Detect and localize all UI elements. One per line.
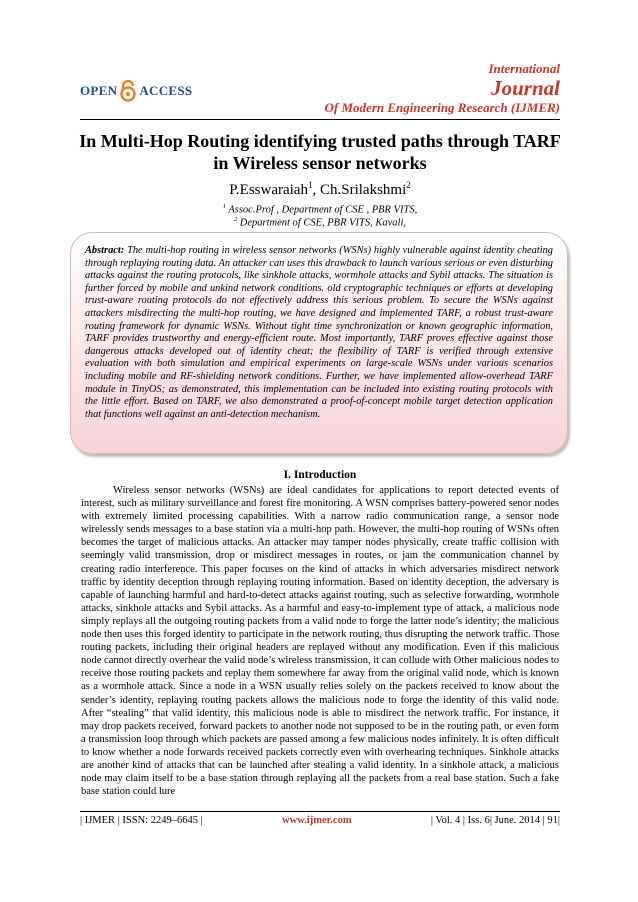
paper-title: In Multi-Hop Routing identifying trusted paths through TARF in Wireless sensor networks: [79, 131, 561, 173]
affiliation-1-text: Assoc.Prof , Department of CSE , PBR VITS,: [228, 204, 418, 216]
author-1-sup: 1: [307, 180, 313, 190]
affiliation-2-sup: 2: [233, 216, 238, 223]
affiliation-2-text: Department of CSE, PBR VITS, Kavali,: [239, 217, 406, 229]
footer-volume-page: | Vol. 4 | Iss. 6| June. 2014 | 91|: [430, 815, 560, 826]
introduction-body: Wireless sensor networks (WSNs) are ideal candidates for applications to report detected events of interest, such as military surveillance and forest fire monitoring. A WSN comprises battery-powered senor nodes with extremely limited processing capabilities. With a narrow radio communication range, a sensor node wirelessly sends messages to a base station via a multi-hop path. However, the multi-hop routing of WSNs often becomes the target of malicious attacks. An attacker may tamper nodes physically, create traffic collision with seemingly valid transmission, drop or misdirect messages in routes, or jam the communication channel by creating radio interference. This paper focuses on the kind of attacks in which adversaries misdirect network traffic by identity deception through replaying routing information. Based on identity deception, the adversary is capable of launching harmful and hard-to-detect attacks against routing, such as selective forwarding, wormhole attacks, sinkhole attacks and Sybil attacks. As a harmful and easy-to-implement type of attack, a malicious node simply replays all the outgoing routing packets from a valid node to forge the latter node’s identity; the malicious node then uses this forged identity to participate in the network routing, thus disrupting the network traffic. Those routing packets, including their original headers are replayed without any modification. Even if this malicious node cannot directly overhear the valid node’s wireless transmission, it can collude with Other malicious nodes to receive those routing packets and replay them somewhere far away from the original valid node, which is known as a wormhole attack. Since a node in a WSN usually relies solely on the packets received to know about the sender’s identity, replaying routing packets allows the malicious node to forge the identity of this valid node. After “stealing” that valid identity, this malicious node is able to misdirect the network traffic. For instance, it may drop packets received, forward packets to another node not supposed to be in the routing path, or even form a transmission loop through which packets are passed among a few malicious nodes infinitely. It is often difficult to know whether a node forwards received packets correctly even with overhearing techniques. Sinkhole attacks are another kind of attacks that can be launched after stealing a valid identity. In a sinkhole attack, a malicious node may claim itself to be a base station through replaying all the packets from a real base station. Such a fake base station could lure: [81, 485, 559, 798]
footer-website-link[interactable]: www.ijmer.com: [281, 815, 352, 826]
author-1: P.Esswaraiah: [229, 182, 308, 198]
open-access-lock-icon: [119, 80, 137, 102]
logo-access-text: ACCESS: [139, 83, 193, 98]
author-2: Ch.Srilakshmi: [319, 182, 407, 198]
footer-rule: [80, 811, 560, 812]
footer-journal-issn: | IJMER | ISSN: 2249–6645 |: [80, 815, 203, 826]
affiliation-1-sup: 1: [222, 203, 226, 210]
author-2-sup: 2: [406, 180, 411, 190]
section-heading: I. Introduction: [283, 469, 357, 481]
affiliation-2: [70, 213, 570, 230]
abstract-box: [70, 232, 568, 454]
abstract-label: Abstract:: [85, 245, 125, 256]
logo-open-text: OPEN: [80, 83, 118, 98]
abstract-text: The multi-hop routing in wireless sensor networks (WSNs) highly vulnerable against identity cheating through replaying routing data. An attacker can uses this drawback to launch various serious or even disturbing attacks against the routing protocols, like sinkhole attacks, wormhole attacks and Sybil attacks. The situation is further forced by mobile and unkind network conditions. old cryptographic techniques or efforts at developing trust-aware routing protocols do not effectively address this serious problem. To secure the WSNs against attackers misdirecting the multi-hop routing, we have designed and implemented TARF, a robust trust-aware routing framework for dynamic WSNs. Without tight time synchronization or known geographic information, TARF provides trustworthy and energy-efficient route. Most importantly, TARF proves effective against those dangerous attacks developed out of identity cheat; the flexibility of TARF is verified through extensive evaluation with both simulation and empirical experiments on large-scale WSNs under various scenarios including mobile and RF-shielding network conditions. Further, we have implemented allow-overhead TARF module in TinyOS; as demonstrated, this implementation can be included into existing routing protocols with the little effort. Based on TARF, we also demonstrated a proof-of-concept mobile target detection application that functions well against an anti-detection mechanism.: [85, 245, 553, 420]
page-footer: [80, 815, 560, 826]
journal-international: International: [488, 61, 560, 76]
journal-subtitle: Of Modern Engineering Research (IJMER): [324, 100, 560, 115]
journal-name: Journal: [491, 76, 560, 100]
header-rule: [80, 119, 560, 120]
paper-authors: P.Esswaraiah$^1$, Ch.Srilakshmi$^2$: [229, 180, 411, 198]
open-access-logo: [80, 78, 192, 104]
